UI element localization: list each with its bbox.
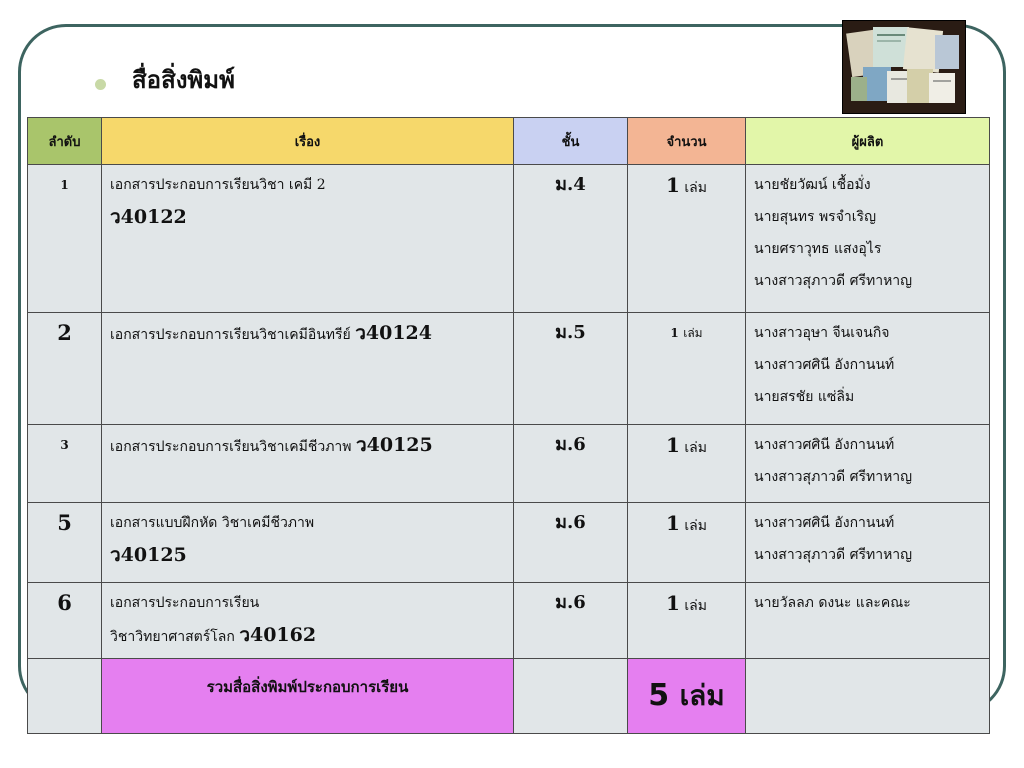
producer-name: นางสาวสุภาวดี ศรีทาหาญ — [754, 547, 913, 563]
row-qty — [628, 503, 746, 583]
table-row — [28, 503, 990, 583]
qty-number: 1 — [666, 173, 680, 197]
producer-name: นายสรชัย แซ่ลิ่ม — [754, 389, 855, 405]
table-row — [28, 165, 990, 313]
table-row — [28, 583, 990, 659]
topic-code: ว40125 — [110, 544, 187, 566]
qty-number: 1 — [670, 326, 679, 340]
producer-name: นางสาวสุภาวดี ศรีทาหาญ — [754, 469, 913, 485]
table-header-row — [28, 118, 990, 165]
topic-code: ว40162 — [239, 624, 317, 646]
topic-text: เอกสารประกอบการเรียนวิชา เคมี 2 — [110, 177, 326, 193]
topic-text: เอกสารประกอบการเรียนวิชาเคมีอินทรีย์ — [110, 327, 351, 343]
header-topic: เรื่อง — [102, 118, 514, 165]
total-qty — [628, 659, 746, 734]
header-producer: ผู้ผลิต — [746, 118, 990, 165]
topic-code: ว40124 — [355, 322, 432, 344]
row-grade: ม.6 — [514, 503, 628, 583]
qty-unit: เล่ม — [683, 326, 703, 340]
topic-text: เอกสารประกอบการเรียน — [110, 595, 260, 611]
row-number: 1 — [28, 165, 102, 313]
topic-text: เอกสารแบบฝึกหัด วิชาเคมีชีวภาพ — [110, 515, 315, 531]
printed-materials-photo — [842, 20, 966, 114]
row-qty — [628, 425, 746, 503]
producer-name: นางสาวศศินี อังกานนท์ — [754, 515, 895, 531]
total-empty-no — [28, 659, 102, 734]
producer-name: นายชัยวัฒน์ เชื้อมั่ง — [754, 177, 871, 193]
table-total-row — [28, 659, 990, 734]
topic-code: ว40125 — [355, 434, 433, 456]
printed-media-table — [27, 117, 990, 734]
producer-name: นางสาวศศินี อังกานนท์ — [754, 357, 895, 373]
topic-text: เอกสารประกอบการเรียนวิชาเคมีชีวภาพ — [110, 439, 352, 455]
producer-name: นางสาวศศินี อังกานนท์ — [754, 437, 895, 453]
qty-number: 1 — [666, 591, 680, 615]
qty-number: 1 — [666, 433, 680, 457]
qty-number: 1 — [666, 511, 680, 535]
producer-name: นางสาวสุภาวดี ศรีทาหาญ — [754, 273, 913, 289]
qty-unit: เล่ม — [684, 518, 707, 534]
row-topic — [102, 425, 514, 503]
producer-name: นายวัลลภ ดงนะ และคณะ — [754, 595, 911, 611]
row-grade: ม.6 — [514, 583, 628, 659]
table-row — [28, 425, 990, 503]
row-producers — [746, 583, 990, 659]
producer-name: นายศราวุทธ แสงอุไร — [754, 241, 882, 257]
row-number: 3 — [28, 425, 102, 503]
producer-name: นางสาวอุษา จีนเจนกิจ — [754, 325, 890, 341]
header-grade: ชั้น — [514, 118, 628, 165]
header-qty: จำนวน — [628, 118, 746, 165]
row-qty — [628, 165, 746, 313]
row-producers — [746, 425, 990, 503]
row-number: 5 — [28, 503, 102, 583]
row-grade: ม.4 — [514, 165, 628, 313]
topic-code: ว40122 — [110, 206, 187, 228]
row-producers — [746, 503, 990, 583]
qty-unit: เล่ม — [684, 180, 707, 196]
topic-text-line2: วิชาวิทยาศาสตร์โลก — [110, 629, 240, 645]
bullet-dot-icon — [95, 79, 106, 90]
row-topic — [102, 583, 514, 659]
total-empty-producer — [746, 659, 990, 734]
row-qty — [628, 313, 746, 425]
row-grade: ม.5 — [514, 313, 628, 425]
row-grade: ม.6 — [514, 425, 628, 503]
qty-unit: เล่ม — [684, 440, 707, 456]
row-number: 2 — [28, 313, 102, 425]
row-producers — [746, 165, 990, 313]
row-qty — [628, 583, 746, 659]
slide-title: สื่อสิ่งพิมพ์ — [132, 66, 235, 94]
qty-unit: เล่ม — [684, 598, 707, 614]
table-row — [28, 313, 990, 425]
total-empty-grade — [514, 659, 628, 734]
row-number: 6 — [28, 583, 102, 659]
total-qty-number: 5 — [648, 678, 670, 713]
producer-name: นายสุนทร พรจำเริญ — [754, 209, 876, 225]
header-no: ลำดับ — [28, 118, 102, 165]
row-topic — [102, 165, 514, 313]
total-label: รวมสื่อสิ่งพิมพ์ประกอบการเรียน — [102, 659, 514, 734]
total-qty-unit: เล่ม — [679, 679, 725, 712]
row-topic — [102, 313, 514, 425]
row-producers — [746, 313, 990, 425]
row-topic — [102, 503, 514, 583]
